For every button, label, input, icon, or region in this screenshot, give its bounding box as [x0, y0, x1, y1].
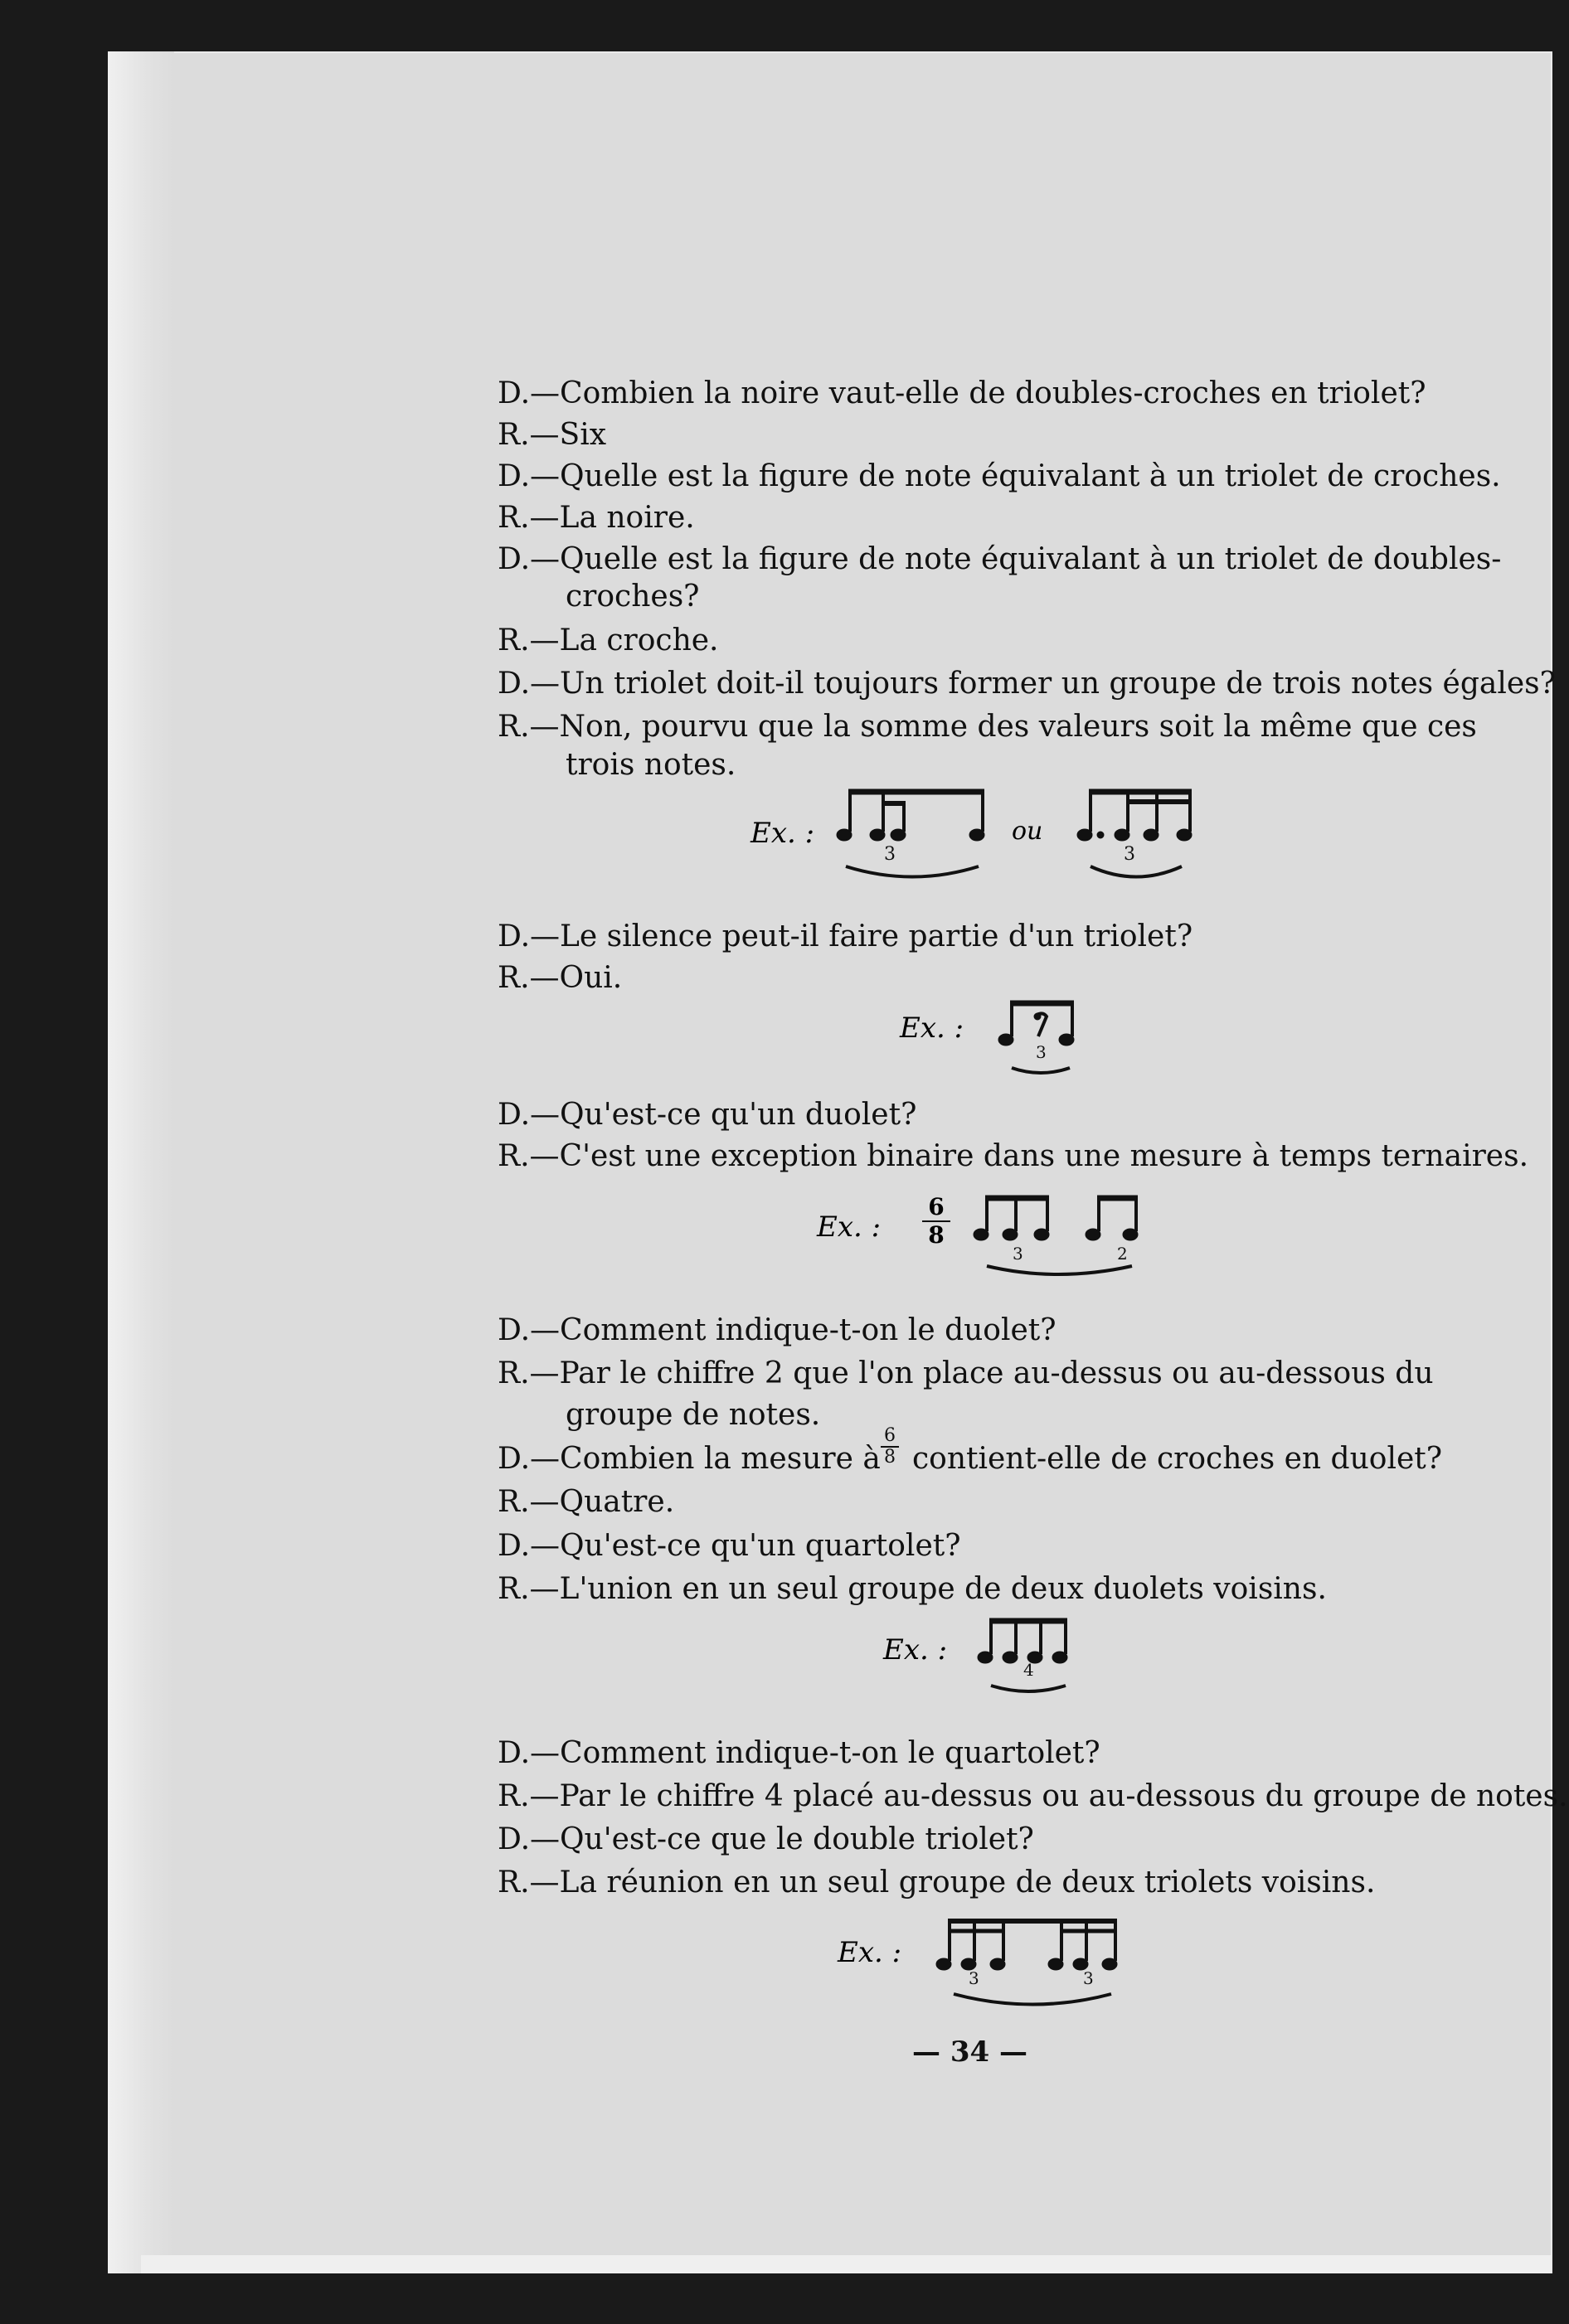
- music-example-triplet-2: [1078, 784, 1211, 891]
- tuplet-number: 3: [1036, 1042, 1047, 1062]
- tuplet-number: 2: [1117, 1244, 1128, 1264]
- text-line: D.—Combien la noire vaut-elle de doubles-croches en triolet?: [498, 376, 1426, 410]
- text-line: groupe de notes.: [566, 1398, 821, 1432]
- example-label: Ex. :: [750, 817, 815, 850]
- meter-numerator: 6: [884, 1425, 896, 1446]
- inline-time-signature: [881, 1426, 899, 1468]
- tuplet-number: 3: [969, 1968, 979, 1988]
- meter-denominator: 8: [922, 1220, 950, 1249]
- text-line: D.—Qu'est-ce qu'un duolet?: [498, 1098, 917, 1132]
- text-line: R.—Par le chiffre 4 placé au-dessus ou au-dessous du groupe de notes.: [498, 1779, 1568, 1813]
- text-line: contient-elle de croches en duolet?: [912, 1442, 1443, 1476]
- text-line: R.—C'est une exception binaire dans une mesure à temps ternaires.: [498, 1139, 1529, 1173]
- text-line: R.—La croche.: [498, 623, 719, 657]
- or-label: ou: [1012, 817, 1043, 846]
- text-line: D.—Quelle est la figure de note équivalant à un triolet de croches.: [498, 459, 1501, 493]
- page-number: — 34 —: [912, 2035, 1027, 2069]
- text-line: D.—Qu'est-ce qu'un quartolet?: [498, 1529, 961, 1563]
- text-line: D.—Comment indique-t-on le duolet?: [498, 1313, 1057, 1347]
- text-line: R.—Quatre.: [498, 1485, 675, 1519]
- music-example-triplet-1: [838, 784, 1103, 891]
- music-example-rest-triplet: [999, 995, 1091, 1086]
- text-line: R.—Oui.: [498, 961, 623, 995]
- tuplet-number: 4: [1023, 1660, 1034, 1680]
- text-line: D.—Le silence peut-il faire partie d'un triolet?: [498, 919, 1193, 953]
- page-bottom-edge: [141, 2255, 1551, 2273]
- text-line: R.—Six: [498, 418, 607, 452]
- tuplet-number: 3: [884, 844, 896, 865]
- time-signature: [922, 1194, 950, 1249]
- meter-denominator: 8: [881, 1446, 899, 1468]
- tuplet-number: 3: [1083, 1968, 1094, 1988]
- music-example-double-triplet: [937, 1911, 1144, 2019]
- text-line: R.—L'union en un seul groupe de deux duolets voisins.: [498, 1572, 1327, 1606]
- text-line: R.—La noire.: [498, 501, 695, 535]
- text-line: R.—Non, pourvu que la somme des valeurs soit la même que ces: [498, 710, 1477, 744]
- text-line: D.—Comment indique-t-on le quartolet?: [498, 1736, 1100, 1770]
- text-line: trois notes.: [566, 748, 736, 782]
- tuplet-number: 3: [1013, 1244, 1023, 1264]
- example-label: Ex. :: [900, 1012, 964, 1045]
- text-line: R.—Par le chiffre 2 que l'on place au-dessus ou au-dessous du: [498, 1356, 1434, 1390]
- example-label: Ex. :: [817, 1211, 882, 1244]
- music-example-quartolet: [979, 1613, 1086, 1704]
- text-line: D.—Quelle est la figure de note équivalant à un triolet de doubles-: [498, 542, 1502, 576]
- text-line: D.—Qu'est-ce que le double triolet?: [498, 1822, 1034, 1856]
- text-line: D.—Combien la mesure à: [498, 1442, 881, 1476]
- example-label: Ex. :: [838, 1936, 902, 1969]
- text-line: croches?: [566, 580, 700, 614]
- text-line: R.—La réunion en un seul groupe de deux triolets voisins.: [498, 1866, 1376, 1899]
- music-example-duolet: [974, 1190, 1157, 1289]
- meter-numerator: 6: [928, 1193, 945, 1220]
- example-label: Ex. :: [883, 1633, 948, 1667]
- text-line: D.—Un triolet doit-il toujours former un groupe de trois notes égales?: [498, 667, 1556, 701]
- page-edge: [108, 51, 174, 2273]
- tuplet-number: 3: [1124, 844, 1135, 865]
